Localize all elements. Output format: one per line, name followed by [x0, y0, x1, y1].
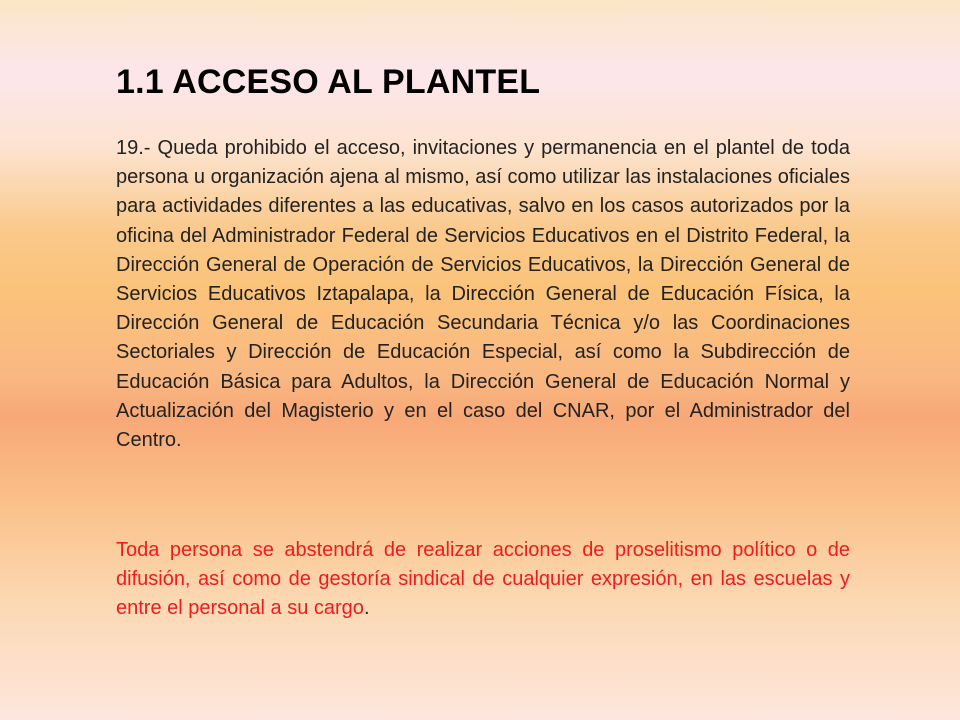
note-paragraph-text: Toda persona se abstendrá de realizar acciones de proselitismo político o de difusión, así como de gestoría sindical de cualquier expresión, en las escuelas y entre el personal a su cargo — [116, 539, 850, 620]
slide-title: 1.1 ACCESO AL PLANTEL — [116, 63, 541, 101]
note-paragraph — [116, 536, 850, 624]
main-paragraph: 19.- Queda prohibido el acceso, invitaciones y permanencia en el plantel de toda persona u organización ajena al mismo, así como utilizar las instalaciones oficiales para actividades diferentes a las educativas, salvo en los casos autorizados por la oficina del Administrador Federal de Servicios Educativos en el Distrito Federal, la Dirección General de Operación de Servicios Educativos, la Dirección General de Servicios Educativos Iztapalapa, la Dirección General de Educación Física, la Dirección General de Educación Secundaria Técnica y/o las Coordinaciones Sectoriales y Dirección de Educación Especial, así como la Subdirección de Educación Básica para Adultos, la Dirección General de Educación Normal y Actualización del Magisterio y en el caso del CNAR, por el Administrador del Centro. — [116, 137, 850, 452]
note-paragraph-period: . — [363, 597, 370, 620]
